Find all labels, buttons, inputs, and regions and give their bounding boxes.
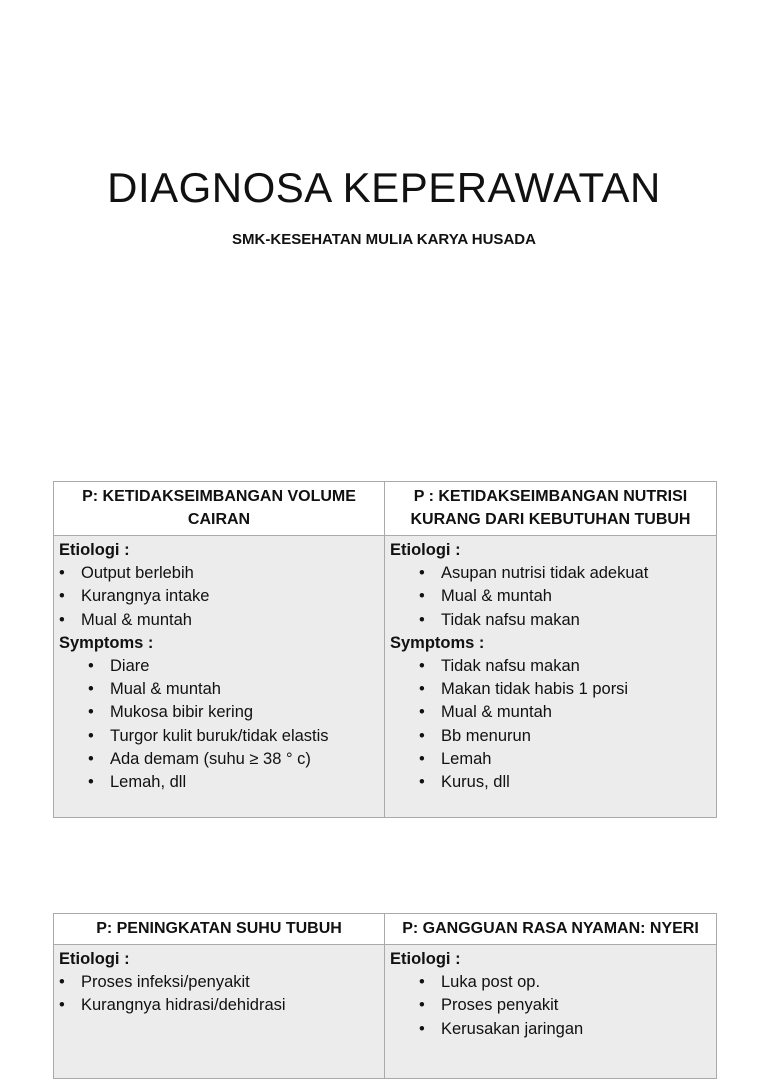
bullet-icon: • <box>88 703 94 722</box>
list-item-text: Mual & muntah <box>110 680 221 699</box>
table1-right-cell <box>385 536 717 818</box>
symptoms-label: Symptoms : <box>390 633 485 652</box>
bullet-icon: • <box>59 564 65 583</box>
etiologi-label: Etiologi : <box>390 950 461 968</box>
bullet-icon: • <box>88 657 94 676</box>
list-item <box>59 609 379 632</box>
list-item <box>390 678 711 701</box>
etiologi-label: Etiologi : <box>59 950 130 968</box>
table2-left-header: P: PENINGKATAN SUHU TUBUH <box>54 914 385 945</box>
list-item <box>59 771 379 794</box>
list-item <box>59 655 379 678</box>
table2-left-cell <box>54 945 385 1079</box>
list-item-text: Kerusakan jaringan <box>441 1019 584 1038</box>
list-item-text: Lemah, dll <box>110 773 187 792</box>
bullet-icon: • <box>419 564 425 583</box>
bullet-icon: • <box>419 610 425 629</box>
list-item-text: Luka post op. <box>441 973 541 992</box>
list-item <box>390 994 711 1017</box>
list-item <box>390 655 711 678</box>
list-item <box>59 562 379 585</box>
list-item-text: Bb menurun <box>441 726 531 745</box>
bullet-icon: • <box>88 726 94 745</box>
page-subtitle: SMK-KESEHATAN MULIA KARYA HUSADA <box>232 231 536 248</box>
list-item-text: Tidak nafsu makan <box>441 610 580 629</box>
list-item <box>390 725 711 748</box>
symptoms-label: Symptoms : <box>59 633 154 652</box>
list-item-text: Turgor kulit buruk/tidak elastis <box>110 726 329 745</box>
etiologi-label: Etiologi : <box>59 541 130 559</box>
table1-left-cell <box>54 536 385 818</box>
list-item-text: Kurangnya intake <box>81 587 210 606</box>
bullet-icon: • <box>59 996 65 1015</box>
bullet-icon: • <box>88 680 94 699</box>
list-item <box>59 678 379 701</box>
table2-right-cell <box>385 945 717 1079</box>
list-item-text: Makan tidak habis 1 porsi <box>441 680 629 699</box>
list-item <box>390 748 711 771</box>
diagnosis-table-2 <box>53 913 717 1079</box>
table2-right-header: P: GANGGUAN RASA NYAMAN: NYERI <box>385 914 717 945</box>
list-item <box>390 609 711 632</box>
bullet-icon: • <box>419 773 425 792</box>
etiologi-list <box>59 971 379 1017</box>
list-item-text: Lemah <box>441 749 492 768</box>
list-item <box>59 971 379 994</box>
bullet-icon: • <box>419 973 425 992</box>
bullet-icon: • <box>88 749 94 768</box>
list-item-text: Proses penyakit <box>441 996 559 1015</box>
list-item-text: Diare <box>110 657 150 676</box>
list-item-text: Ada demam (suhu ≥ 38 ° c) <box>110 749 311 768</box>
bullet-icon: • <box>419 680 425 699</box>
etiologi-label: Etiologi : <box>390 541 461 559</box>
bullet-icon: • <box>419 726 425 745</box>
list-item-text: Mual & muntah <box>441 703 552 722</box>
symptoms-list <box>59 655 379 794</box>
list-item <box>59 994 379 1017</box>
symptoms-list <box>390 655 711 794</box>
list-item <box>390 701 711 724</box>
list-item <box>390 562 711 585</box>
list-item-text: Tidak nafsu makan <box>441 657 580 676</box>
list-item-text: Mukosa bibir kering <box>110 703 254 722</box>
list-item <box>59 725 379 748</box>
list-item <box>390 1018 711 1041</box>
list-item-text: Output berlebih <box>81 564 194 583</box>
list-item <box>59 701 379 724</box>
page-title: DIAGNOSA KEPERAWATAN <box>107 164 661 211</box>
list-item-text: Mual & muntah <box>441 587 552 606</box>
diagnosis-table-1 <box>53 481 717 818</box>
list-item-text: Asupan nutrisi tidak adekuat <box>441 564 649 583</box>
bullet-icon: • <box>419 703 425 722</box>
bullet-icon: • <box>419 657 425 676</box>
bullet-icon: • <box>59 973 65 992</box>
list-item <box>390 971 711 994</box>
list-item-text: Kurangnya hidrasi/dehidrasi <box>81 996 286 1015</box>
list-item-text: Proses infeksi/penyakit <box>81 973 250 992</box>
bullet-icon: • <box>59 587 65 606</box>
bullet-icon: • <box>419 587 425 606</box>
list-item <box>59 748 379 771</box>
etiologi-list <box>390 971 711 1041</box>
etiologi-list <box>59 562 379 632</box>
list-item-text: Kurus, dll <box>441 773 510 792</box>
list-item <box>59 585 379 608</box>
table1-left-header: P: KETIDAKSEIMBANGAN VOLUME CAIRAN <box>54 482 385 536</box>
bullet-icon: • <box>419 749 425 768</box>
table1-right-header: P : KETIDAKSEIMBANGAN NUTRISI KURANG DARI KEBUTUHAN TUBUH <box>385 482 717 536</box>
list-item <box>390 585 711 608</box>
bullet-icon: • <box>419 996 425 1015</box>
etiologi-list <box>390 562 711 632</box>
list-item-text: Mual & muntah <box>81 610 192 629</box>
bullet-icon: • <box>419 1019 425 1038</box>
bullet-icon: • <box>88 773 94 792</box>
list-item <box>390 771 711 794</box>
bullet-icon: • <box>59 610 65 629</box>
